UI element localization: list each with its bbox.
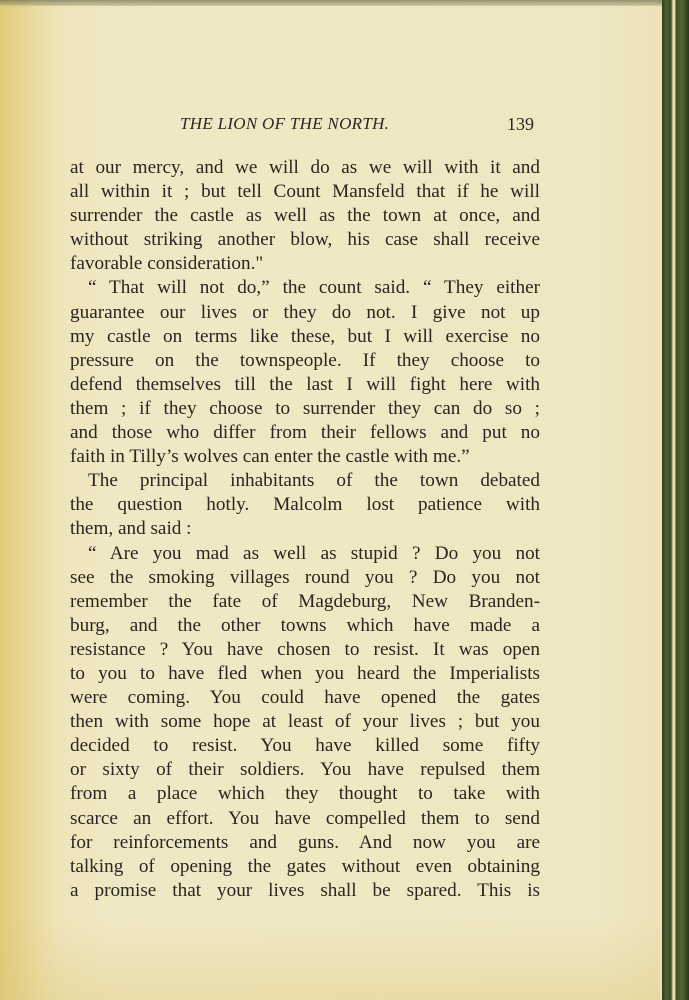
text-line: faith in Tilly’s wolves can enter the castle with me.” bbox=[70, 446, 470, 468]
text-line: them ; if they choose to surrender they can do so ; bbox=[70, 397, 540, 419]
text-line: my castle on terms like these, but I will exercise no bbox=[70, 325, 540, 347]
text-line: surrender the castle as well as the town at once, and bbox=[70, 205, 540, 227]
text-line: guarantee our lives or they do not. I give not up bbox=[70, 301, 540, 323]
text-line: pressure on the townspeople. If they choose to bbox=[70, 349, 540, 371]
text-line: without striking another blow, his case shall receive bbox=[70, 229, 540, 251]
text-line: from a place which they thought to take with bbox=[70, 783, 540, 805]
text-line: talking of opening the gates without even obtaining bbox=[70, 855, 540, 877]
text-line: them, and said : bbox=[70, 518, 192, 540]
text-line: for reinforcements and guns. And now you are bbox=[70, 831, 540, 853]
body-text bbox=[70, 156, 540, 903]
text-line: “ That will not do,” the count said. “ They either bbox=[88, 277, 540, 299]
page-top-edge bbox=[0, 0, 689, 6]
text-line: decided to resist. You have killed some fifty bbox=[70, 735, 540, 757]
text-line: all within it ; but tell Count Mansfeld that if he will bbox=[70, 181, 540, 203]
text-line: and those who differ from their fellows and put no bbox=[70, 422, 540, 444]
text-line: defend themselves till the last I will fight here with bbox=[70, 373, 540, 395]
text-line: scarce an effort. You have compelled them to send bbox=[70, 807, 540, 829]
page-header bbox=[0, 114, 689, 138]
book-cover-edge bbox=[662, 0, 689, 1000]
text-line: at our mercy, and we will do as we will with it and bbox=[70, 157, 540, 178]
text-line: the question hotly. Malcolm lost patience with bbox=[70, 494, 540, 516]
text-line: burg, and the other towns which have made a bbox=[70, 614, 540, 636]
text-line: favorable consideration." bbox=[70, 253, 264, 275]
page-bottom-shading bbox=[0, 920, 660, 1000]
text-line: remember the fate of Magdeburg, New Branden- bbox=[70, 590, 540, 612]
text-line: resistance ? You have chosen to resist. It was open bbox=[70, 638, 540, 660]
page-edge-shading bbox=[0, 0, 60, 1000]
text-line: were coming. You could have opened the gates bbox=[70, 687, 540, 709]
text-line: “ Are you mad as well as stupid ? Do you not bbox=[88, 542, 540, 564]
text-line: see the smoking villages round you ? Do you not bbox=[70, 566, 540, 588]
text-line: or sixty of their soldiers. You have repulsed them bbox=[70, 759, 540, 781]
text-line: to you to have fled when you heard the Imperialists bbox=[70, 662, 540, 684]
running-title: THE LION OF THE NORTH. bbox=[180, 114, 390, 133]
text-line: The principal inhabitants of the town debated bbox=[88, 470, 540, 492]
text-line: then with some hope at least of your lives ; but you bbox=[70, 711, 540, 733]
text-line: a promise that your lives shall be spared. This is bbox=[70, 879, 540, 901]
page-number: 139 bbox=[507, 114, 534, 134]
